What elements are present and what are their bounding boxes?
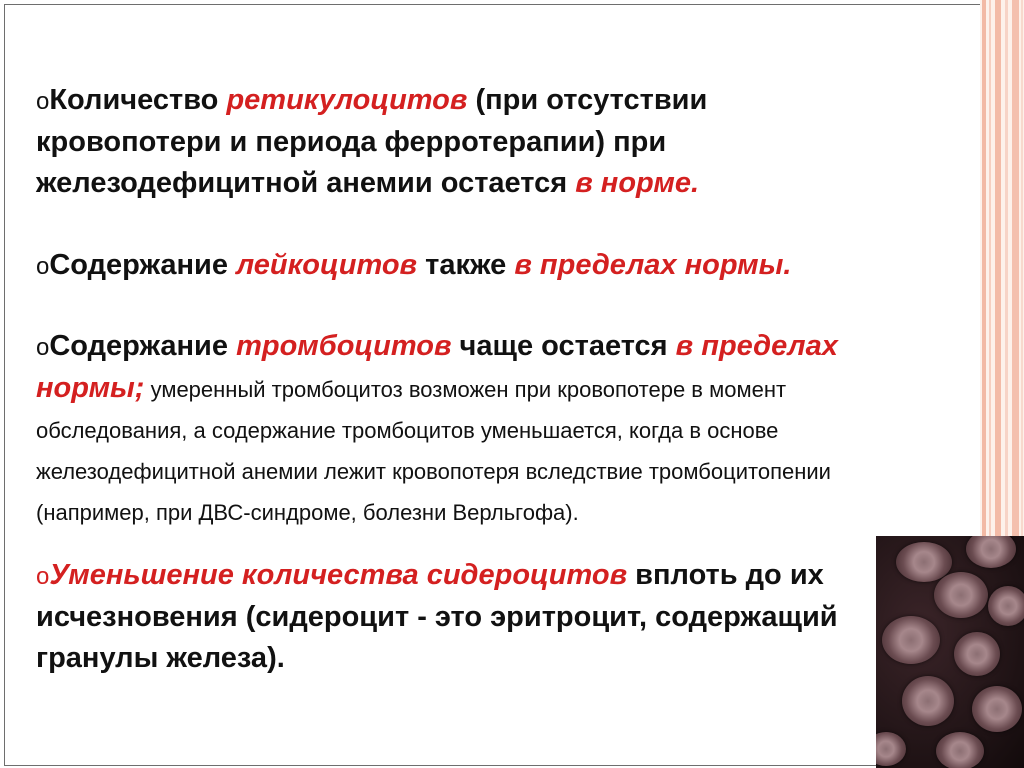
bullet-text: чаще остается (451, 330, 676, 362)
bullet-text: также (417, 249, 515, 281)
bullet-text: (при отсутствии кровопотери и периода ферротерапии) при железодефицитной анемии остается (36, 84, 708, 199)
bullet-platelets (36, 326, 866, 532)
bullet-siderocytes (36, 555, 866, 679)
bullet-detail-text: умеренный тромбоцитоз возможен при кровопотере в момент обследования, а содержание тромбоцитов уменьшается, когда в основе железодефицитной анемии лежит кровопотеря вследствие тромбоцитопении (например, при ДВС-синдроме, болезни Верльгофа). (36, 377, 831, 525)
bullet-marker: o (36, 334, 50, 361)
highlight-term: тромбоцитов (236, 330, 452, 362)
highlight-term: ретикулоцитов (226, 84, 468, 116)
bullet-text: Содержание (49, 249, 237, 281)
bullet-marker: o (36, 563, 50, 590)
bullet-text: Содержание (49, 330, 237, 362)
bullet-leukocytes (36, 245, 791, 287)
bullet-text: вплоть до их исчезновения (сидероцит - это эритроцит, содержащий гранулы железа). (36, 559, 838, 674)
bullet-text: Количество (49, 84, 227, 116)
highlight-term: в пределах нормы. (514, 249, 792, 281)
bullet-marker: o (36, 253, 50, 280)
highlight-term: Уменьшение количества сидероцитов (49, 559, 628, 591)
highlight-term: в пределах нормы; (36, 330, 838, 404)
highlight-term: в норме. (575, 167, 700, 199)
bullet-marker: o (36, 88, 50, 115)
bullet-reticulocytes (36, 80, 866, 204)
red-blood-cells-image (876, 536, 1024, 768)
highlight-term: лейкоцитов (236, 249, 418, 281)
